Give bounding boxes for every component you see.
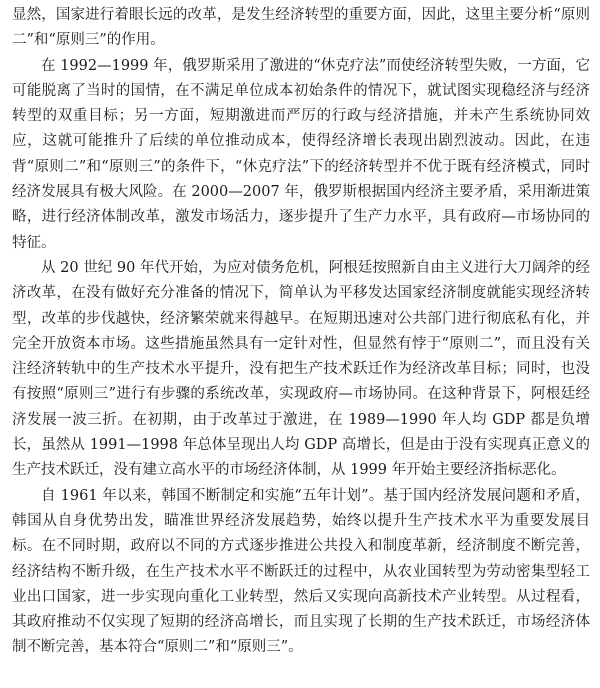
- document-body: [12, 3, 590, 661]
- paragraph-intro: 显然，国家进行着眼长远的改革，是发生经济转型的重要方面，因此，这里主要分析“原则二”和“原则三”的作用。: [12, 7, 590, 49]
- paragraph-korea: 自 1961 年以来，韩国不断制定和实施“五年计划”。基于国内经济发展问题和矛盾，韩国从自身优势出发，瞄准世界经济发展趋势，始终以提升生产技术水平为重要发展目标。在不同时期，政府以不同的方式逐步推进公共投入和制度革新，经济制度不断完善，经济结构不断升级，在生产技术水平不断跃迁的过程中，从农业国转型为劳动密集型轻工业出口国家，进一步实现向重化工业转型，然后又实现向高新技术产业转型。从过程看，其政府推动不仅实现了短期的经济高增长，而且实现了长期的生产技术跃迁，市场经济体制不断完善，基本符合“原则二”和“原则三”。: [12, 487, 590, 656]
- paragraph-russia: 在 1992—1999 年，俄罗斯采用了激进的“休克疗法”而使经济转型失败，一方面，它可能脱离了当时的国情，在不满足单位成本初始条件的情况下，就试图实现稳经济与经济转型的双重目标；另一方面，短期激进而严厉的行政与经济措施，并未产生系统协同效应，这就可能推升了后续的单位推动成本，使得经济增长表现出剧烈波动。因此，在违背“原则二”和“原则三”的条件下，“休克疗法”下的经济转型并不优于既有经济模式，同时经济发展具有极大风险。在 2000—2007 年，俄罗斯根据国内经济主要矛盾，采用渐进策略，进行经济体制改革，激发市场活力，逐步提升了生产力水平，具有政府—市场协同的特征。: [12, 57, 590, 251]
- paragraph-argentina: 从 20 世纪 90 年代开始，为应对债务危机，阿根廷按照新自由主义进行大刀阔斧的经济改革，在没有做好充分准备的情况下，简单认为平移发达国家经济制度就能实现经济转型，改革的步伐越快，经济繁荣就来得越早。在短期迅速对公共部门进行彻底私有化，并完全开放资本市场。这些措施虽然具有一定针对性，但显然有悖于“原则二”，而且没有关注经济转轨中的生产技术水平提升，没有把生产技术跃迁作为经济改革目标；同时，也没有按照“原则三”进行有步骤的系统改革，实现政府—市场协同。在这种背景下，阿根廷经济发展一波三折。在初期，由于改革过于激进，在 1989—1990 年人均 GDP 都是负增长，虽然从 1991—1998 年总体呈现出人均 GDP 高增长，但是由于没有实现真正意义的生产技术跃迁，没有建立高水平的市场经济体制，从 1999 年开始主要经济指标恶化。: [12, 259, 590, 479]
